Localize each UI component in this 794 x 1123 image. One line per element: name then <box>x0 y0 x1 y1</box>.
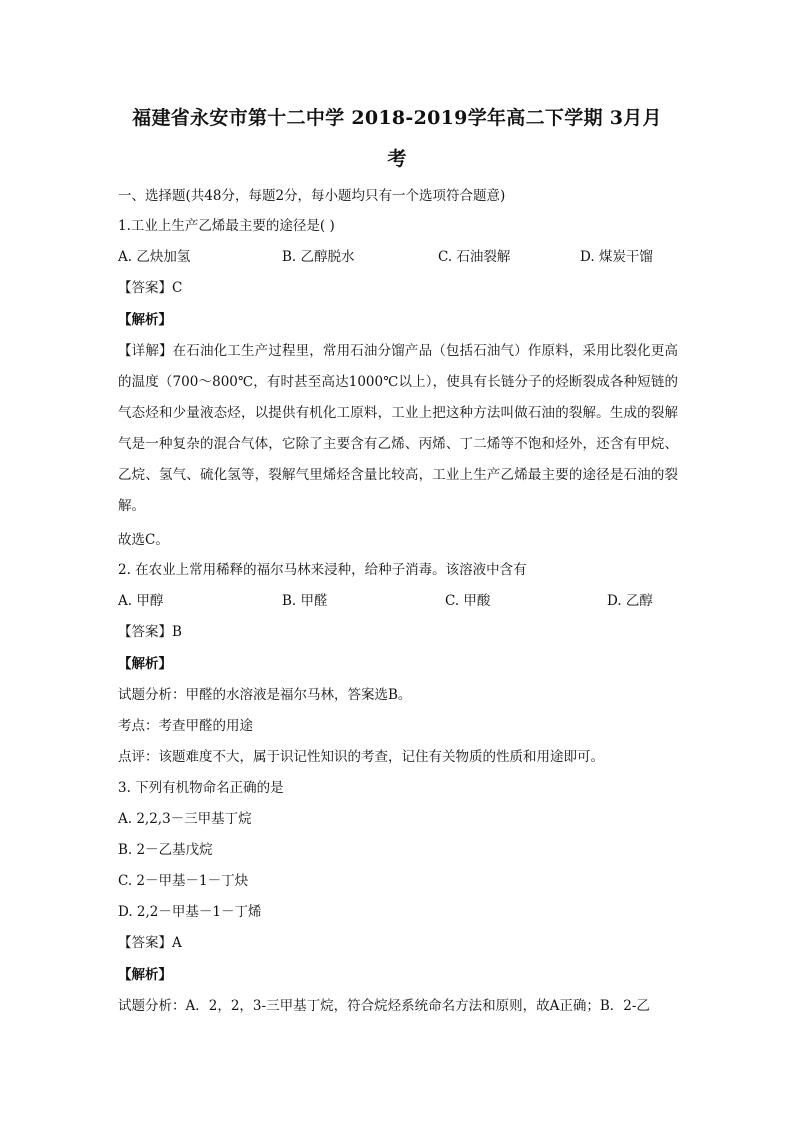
question-2-analysis: 试题分析：甲醛的水溶液是福尔马林，答案选B。 <box>118 687 412 703</box>
section-header: 一、选择题(共48分，每题2分，每小题均只有一个选项符合题意) <box>118 188 506 204</box>
question-2-option-a: A. 甲醇 <box>118 593 164 609</box>
question-3-stem: 3. 下列有机物命名正确的是 <box>118 780 284 796</box>
question-3-option-a: A. 2,2,3－三甲基丁烷 <box>118 811 252 827</box>
question-2-comment: 点评：该题难度不大，属于识记性知识的考查，记住有关物质的性质和用途即可。 <box>118 749 604 765</box>
question-2-stem: 2. 在农业上常用稀释的福尔马林来浸种，给种子消毒。该溶液中含有 <box>118 562 527 578</box>
question-1-analysis-label: 【解析】 <box>118 312 172 328</box>
question-1-detail: 【详解】在石油化工生产过程里，常用石油分馏产品（包括石油气）作原料，采用比裂化更高的温度（700～800℃，有时甚至高达1000℃以上），使具有长链分子的烃断裂成各种短链的气态烃和少量液态烃，以提供有机化工原料，工业上把这种方法叫做石油的裂解。生成的裂解气是一种复杂的混合气体，它除了主要含有乙烯、丙烯、丁二烯等不饱和烃外，还含有甲烷、乙烷、氢气、硫化氢等，裂解气里烯烃含量比较高，工业上生产乙烯最主要的途径是石油的裂解。 <box>118 343 678 514</box>
question-2-answer: 【答案】B <box>118 624 182 640</box>
question-1-option-b: B. 乙醇脱水 <box>282 249 355 265</box>
question-3-option-d: D. 2,2－甲基－1－丁烯 <box>118 904 262 920</box>
question-2-analysis-label: 【解析】 <box>118 656 172 672</box>
question-3-option-c: C. 2－甲基－1－丁炔 <box>118 873 249 889</box>
question-1-stem: 1.工业上生产乙烯最主要的途径是( ) <box>118 218 335 234</box>
question-3-analysis-label: 【解析】 <box>118 967 172 983</box>
question-1-conclusion: 故选C。 <box>118 532 169 548</box>
question-2-option-b: B. 甲醛 <box>282 593 328 609</box>
document-title-line-2: 考 <box>387 148 407 170</box>
question-3-option-b: B. 2－乙基戊烷 <box>118 842 213 858</box>
question-2-option-d: D. 乙醇 <box>607 593 653 609</box>
question-1-option-a: A. 乙炔加氢 <box>118 249 191 265</box>
question-1-option-d: D. 煤炭干馏 <box>580 249 653 265</box>
document-title-line-1: 福建省永安市第十二中学 2018-2019学年高二下学期 3月月 <box>132 107 662 129</box>
question-1-answer: 【答案】C <box>118 280 183 296</box>
question-2-option-c: C. 甲酸 <box>445 593 491 609</box>
question-3-analysis: 试题分析：A．2，2，3-三甲基丁烷，符合烷烃系统命名方法和原则，故A正确；B．2-乙 <box>118 998 650 1014</box>
question-2-point: 考点：考查甲醛的用途 <box>118 718 253 734</box>
question-3-answer: 【答案】A <box>118 935 182 951</box>
question-1-option-c: C. 石油裂解 <box>438 249 511 265</box>
